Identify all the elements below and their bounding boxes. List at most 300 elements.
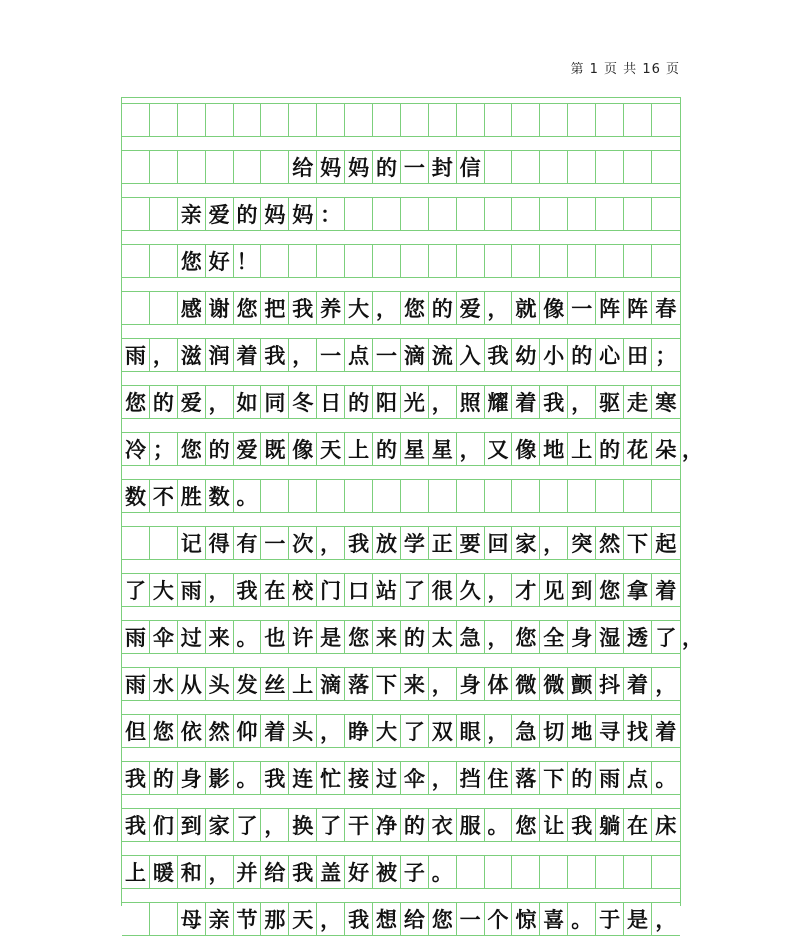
grid-cell: 的	[150, 762, 178, 794]
grid-cell: 一	[373, 339, 401, 371]
grid-cell: 天	[317, 433, 345, 465]
grid-cell: 把	[261, 292, 289, 324]
grid-cell	[652, 151, 680, 183]
overflow-punctuation: ，	[682, 437, 703, 462]
grid-cell: 个	[485, 903, 513, 935]
grid-cell: 阳	[373, 386, 401, 418]
grid-cell	[596, 151, 624, 183]
grid-cell: 爱	[234, 433, 262, 465]
grid-cell: ；	[150, 433, 178, 465]
grid-cell	[512, 480, 540, 512]
grid-cell: 突	[568, 527, 596, 559]
grid-cell: 我	[568, 809, 596, 841]
grid-cell: 伞	[150, 621, 178, 653]
grid-cell: ，	[150, 339, 178, 371]
grid-cell	[317, 245, 345, 277]
grid-cell: 数	[122, 480, 150, 512]
grid-cell	[150, 198, 178, 230]
grid-cell	[624, 198, 652, 230]
grid-cell: 惊	[512, 903, 540, 935]
grid-cell	[652, 480, 680, 512]
grid-cell: 身	[568, 621, 596, 653]
grid-cell: 着	[234, 339, 262, 371]
grid-cell: 落	[512, 762, 540, 794]
grid-cell	[652, 198, 680, 230]
grid-cell: 心	[596, 339, 624, 371]
grid-cell: 头	[206, 668, 234, 700]
grid-cell: ，	[457, 433, 485, 465]
grid-cell: 您	[178, 245, 206, 277]
grid-cell: 的	[568, 339, 596, 371]
grid-cell: 雨	[122, 621, 150, 653]
grid-cell: 家	[512, 527, 540, 559]
grid-cell: 上	[345, 433, 373, 465]
grid-cell: 回	[485, 527, 513, 559]
grid-cell: 。	[655, 766, 677, 791]
grid-row	[122, 479, 680, 513]
grid-cell: 好	[206, 245, 234, 277]
grid-cell: 冬	[289, 386, 317, 418]
grid-row	[122, 150, 680, 184]
grid-row	[122, 291, 680, 325]
grid-cell: 于	[596, 903, 624, 935]
grid-cell: 日	[317, 386, 345, 418]
grid-cell: 数	[206, 480, 234, 512]
grid-cell: 我	[345, 903, 373, 935]
grid-cell: 着	[624, 668, 652, 700]
grid-cell: 的	[206, 433, 234, 465]
grid-cell	[512, 104, 540, 136]
grid-cell: 不	[150, 480, 178, 512]
grid-cell	[568, 245, 596, 277]
grid-cell: 净	[373, 809, 401, 841]
grid-cell: 谢	[206, 292, 234, 324]
grid-cell	[512, 198, 540, 230]
grid-cell: 您	[512, 809, 540, 841]
grid-cell: 流	[429, 339, 457, 371]
grid-cell: 爱	[457, 292, 485, 324]
grid-cell	[512, 245, 540, 277]
grid-cell	[401, 198, 429, 230]
grid-cell: 暖	[150, 856, 178, 888]
grid-cell: 您	[429, 903, 457, 935]
grid-cell	[596, 856, 624, 888]
grid-cell	[150, 527, 178, 559]
grid-cell: 。	[234, 762, 262, 794]
grid-cell: 床	[655, 813, 677, 838]
grid-cell: 您	[234, 292, 262, 324]
grid-cell	[540, 480, 568, 512]
grid-cell	[289, 104, 317, 136]
grid-cell: 服	[457, 809, 485, 841]
manuscript-grid-paper	[121, 97, 703, 932]
grid-cell	[624, 104, 652, 136]
grid-cell	[345, 104, 373, 136]
grid-cell: 是	[317, 621, 345, 653]
grid-cell: 润	[206, 339, 234, 371]
grid-cell: 从	[178, 668, 206, 700]
grid-cell: 抖	[596, 668, 624, 700]
grid-cell	[568, 104, 596, 136]
grid-cell: 们	[150, 809, 178, 841]
grid-cell	[178, 104, 206, 136]
grid-cell: 给	[261, 856, 289, 888]
grid-row	[122, 714, 680, 748]
grid-cell	[261, 151, 289, 183]
grid-cell: 起	[655, 531, 677, 556]
grid-cell	[457, 198, 485, 230]
grid-cell: 着	[512, 386, 540, 418]
grid-cell	[652, 104, 680, 136]
grid-cell: 全	[540, 621, 568, 653]
grid-cell: ，	[485, 715, 513, 747]
grid-cell	[429, 198, 457, 230]
grid-row	[122, 432, 680, 466]
grid-cell: 上	[568, 433, 596, 465]
grid-cell: 很	[429, 574, 457, 606]
grid-cell: 田	[624, 339, 652, 371]
grid-cell: 一	[317, 339, 345, 371]
grid-cell: 您	[345, 621, 373, 653]
grid-cell: 封	[429, 151, 457, 183]
grid-cell: 放	[373, 527, 401, 559]
grid-cell: 就	[512, 292, 540, 324]
grid-cell: ，	[485, 292, 513, 324]
grid-cell: 冷	[122, 433, 150, 465]
grid-row	[122, 902, 680, 936]
grid-cell: 雨	[122, 668, 150, 700]
grid-cell: 滴	[317, 668, 345, 700]
grid-cell: 春	[655, 296, 677, 321]
grid-cell: 的	[234, 198, 262, 230]
grid-cell	[206, 104, 234, 136]
grid-cell	[345, 198, 373, 230]
grid-cell: 在	[261, 574, 289, 606]
grid-cell	[317, 480, 345, 512]
grid-cell: 想	[373, 903, 401, 935]
grid-row	[122, 667, 680, 701]
grid-cell: 双	[429, 715, 457, 747]
grid-cell: 。	[485, 809, 513, 841]
grid-cell: 身	[178, 762, 206, 794]
grid-cell: 要	[457, 527, 485, 559]
grid-cell	[624, 856, 652, 888]
grid-cell: 伞	[401, 762, 429, 794]
grid-cell: 爱	[206, 198, 234, 230]
grid-cell	[178, 151, 206, 183]
grid-cell: 盖	[317, 856, 345, 888]
grid-cell: 一	[401, 151, 429, 183]
grid-cell: 颤	[568, 668, 596, 700]
grid-cell: ，	[429, 762, 457, 794]
grid-cell	[373, 245, 401, 277]
grid-cell: 照	[457, 386, 485, 418]
grid-cell: 您	[150, 715, 178, 747]
grid-cell: 头	[289, 715, 317, 747]
grid-cell: 来	[373, 621, 401, 653]
grid-row	[122, 526, 680, 560]
grid-cell: 过	[373, 762, 401, 794]
grid-cell: 是	[624, 903, 652, 935]
grid-cell: 挡	[457, 762, 485, 794]
grid-cell	[485, 245, 513, 277]
grid-cell	[261, 480, 289, 512]
grid-cell	[540, 198, 568, 230]
grid-cell: 接	[345, 762, 373, 794]
grid-cell: 得	[206, 527, 234, 559]
grid-cell: ，	[206, 856, 234, 888]
grid-cell: 并	[234, 856, 262, 888]
grid-cell: 朵	[655, 437, 677, 462]
grid-cell: 门	[317, 574, 345, 606]
grid-cell	[512, 151, 540, 183]
grid-cell: 体	[485, 668, 513, 700]
grid-cell	[317, 104, 345, 136]
grid-cell	[234, 104, 262, 136]
grid-cell	[150, 151, 178, 183]
grid-cell: 躺	[596, 809, 624, 841]
grid-cell: 。	[234, 480, 262, 512]
grid-cell: 的	[568, 762, 596, 794]
grid-cell: 寒	[655, 390, 677, 415]
grid-cell: 阵	[596, 292, 624, 324]
grid-cell: 地	[540, 433, 568, 465]
grid-cell: 我	[122, 762, 150, 794]
grid-cell: 但	[122, 715, 150, 747]
grid-cell: 信	[457, 151, 485, 183]
grid-cell: 幼	[512, 339, 540, 371]
grid-cell	[122, 527, 150, 559]
grid-cell: 微	[540, 668, 568, 700]
grid-cell: 您	[512, 621, 540, 653]
grid-cell: 校	[289, 574, 317, 606]
grid-cell: 了	[401, 574, 429, 606]
grid-cell: 妈	[345, 151, 373, 183]
grid-cell: 住	[485, 762, 513, 794]
grid-cell	[373, 480, 401, 512]
grid-cell: 同	[261, 386, 289, 418]
grid-cell	[596, 480, 624, 512]
grid-cell: 我	[540, 386, 568, 418]
grid-cell: 雨	[596, 762, 624, 794]
grid-cell: 的	[150, 386, 178, 418]
grid-cell: 大	[345, 292, 373, 324]
grid-cell: 我	[261, 762, 289, 794]
grid-cell	[596, 245, 624, 277]
grid-cell: 您	[178, 433, 206, 465]
grid-cell: 太	[429, 621, 457, 653]
grid-cell: 睁	[345, 715, 373, 747]
grid-cell	[540, 104, 568, 136]
grid-cell: 身	[457, 668, 485, 700]
grid-cell: ，	[206, 574, 234, 606]
grid-cell	[122, 151, 150, 183]
grid-cell: 像	[289, 433, 317, 465]
grid-cell: 在	[624, 809, 652, 841]
grid-cell: 找	[624, 715, 652, 747]
grid-cell: 眼	[457, 715, 485, 747]
grid-cell: ，	[429, 668, 457, 700]
grid-cell: 喜	[540, 903, 568, 935]
grid-cell	[568, 198, 596, 230]
grid-cell	[206, 151, 234, 183]
grid-cell: 透	[624, 621, 652, 653]
grid-cell: 我	[122, 809, 150, 841]
grid-cell: 。	[234, 621, 262, 653]
grid-cell	[485, 856, 513, 888]
grid-cell: 有	[234, 527, 262, 559]
grid-cell	[596, 104, 624, 136]
grid-cell: 学	[401, 527, 429, 559]
grid-cell: ，	[261, 809, 289, 841]
grid-cell: 您	[122, 386, 150, 418]
grid-cell: ！	[234, 245, 262, 277]
grid-cell: ：	[317, 198, 345, 230]
grid-cell: 如	[234, 386, 262, 418]
grid-cell: 湿	[596, 621, 624, 653]
grid-cell: 的	[373, 151, 401, 183]
grid-row	[122, 197, 680, 231]
grid-cell: 家	[206, 809, 234, 841]
grid-cell: 微	[512, 668, 540, 700]
grid-cell	[568, 856, 596, 888]
grid-cell: 了	[655, 625, 677, 650]
grid-cell: 又	[485, 433, 513, 465]
grid-cell	[261, 245, 289, 277]
grid-cell	[150, 245, 178, 277]
grid-cell: 下	[624, 527, 652, 559]
grid-cell	[122, 104, 150, 136]
page-indicator: 第 1 页 共 16 页	[570, 62, 680, 77]
grid-cell: 雨	[122, 339, 150, 371]
grid-cell: ，	[485, 621, 513, 653]
grid-cell: 衣	[429, 809, 457, 841]
grid-cell: 站	[373, 574, 401, 606]
grid-cell	[401, 245, 429, 277]
grid-cell	[624, 151, 652, 183]
grid-cell: 急	[457, 621, 485, 653]
grid-cell: 我	[485, 339, 513, 371]
grid-cell: 点	[624, 762, 652, 794]
grid-cell: 的	[401, 621, 429, 653]
grid-cell	[261, 104, 289, 136]
grid-cell: 才	[512, 574, 540, 606]
grid-cell: 节	[234, 903, 262, 935]
grid-cell	[429, 480, 457, 512]
grid-cell	[652, 245, 680, 277]
grid-cell: 连	[289, 762, 317, 794]
grid-cell: 滴	[401, 339, 429, 371]
grid-cell	[429, 245, 457, 277]
grid-cell: 。	[429, 856, 457, 888]
grid-cell: 依	[178, 715, 206, 747]
grid-cell: 被	[373, 856, 401, 888]
grid-cell: 拿	[624, 574, 652, 606]
grid-cell: 妈	[289, 198, 317, 230]
grid-cell: 阵	[624, 292, 652, 324]
grid-cell	[150, 104, 178, 136]
grid-cell: 换	[289, 809, 317, 841]
grid-cell: 见	[540, 574, 568, 606]
grid-cell: 久	[457, 574, 485, 606]
grid-cell: 耀	[485, 386, 513, 418]
grid-cell: 寻	[596, 715, 624, 747]
grid-cell	[122, 245, 150, 277]
grid-cell: 您	[401, 292, 429, 324]
grid-cell: ，	[206, 386, 234, 418]
grid-cell: 然	[596, 527, 624, 559]
grid-cell	[373, 104, 401, 136]
grid-cell: 到	[178, 809, 206, 841]
grid-cell: 发	[234, 668, 262, 700]
sheet-top-border	[122, 97, 680, 98]
grid-cell: 好	[345, 856, 373, 888]
grid-cell: 下	[373, 668, 401, 700]
grid-cell: 滋	[178, 339, 206, 371]
grid-cell: ，	[568, 386, 596, 418]
grid-cell: 大	[150, 574, 178, 606]
grid-cell: 影	[206, 762, 234, 794]
grid-cell: 着	[261, 715, 289, 747]
grid-cell: ；	[655, 343, 677, 368]
grid-cell: 的	[596, 433, 624, 465]
grid-cell: ，	[317, 527, 345, 559]
grid-cell: 也	[261, 621, 289, 653]
grid-cell	[150, 292, 178, 324]
grid-cell: 然	[206, 715, 234, 747]
grid-cell: 大	[373, 715, 401, 747]
grid-cell: 一	[568, 292, 596, 324]
grid-cell: 给	[401, 903, 429, 935]
grid-cell	[457, 856, 485, 888]
grid-cell: 像	[540, 292, 568, 324]
grid-cell: 急	[512, 715, 540, 747]
grid-cell: 子	[401, 856, 429, 888]
grid-cell: 我	[234, 574, 262, 606]
grid-cell: 上	[289, 668, 317, 700]
grid-row	[122, 855, 680, 889]
grid-cell: 着	[655, 578, 677, 603]
grid-cell: 的	[345, 386, 373, 418]
grid-cell: 星	[401, 433, 429, 465]
grid-cell: 地	[568, 715, 596, 747]
grid-cell: 。	[568, 903, 596, 935]
grid-cell	[540, 245, 568, 277]
grid-cell: 入	[457, 339, 485, 371]
grid-cell: 养	[317, 292, 345, 324]
grid-cell: ，	[485, 574, 513, 606]
grid-cell	[568, 151, 596, 183]
grid-cell: 忙	[317, 762, 345, 794]
grid-cell: 我	[345, 527, 373, 559]
grid-cell: 着	[655, 719, 677, 744]
grid-cell: 记	[178, 527, 206, 559]
grid-cell: 的	[373, 433, 401, 465]
grid-cell	[234, 151, 262, 183]
grid-cell	[429, 104, 457, 136]
grid-row	[122, 620, 680, 654]
grid-cell	[457, 480, 485, 512]
grid-cell: 妈	[317, 151, 345, 183]
grid-cell	[624, 245, 652, 277]
grid-cell: 既	[261, 433, 289, 465]
grid-cell: 走	[624, 386, 652, 418]
grid-row	[122, 761, 680, 795]
grid-cell	[289, 245, 317, 277]
grid-cell: 亲	[178, 198, 206, 230]
grid-cell: ，	[317, 903, 345, 935]
grid-cell	[652, 856, 680, 888]
